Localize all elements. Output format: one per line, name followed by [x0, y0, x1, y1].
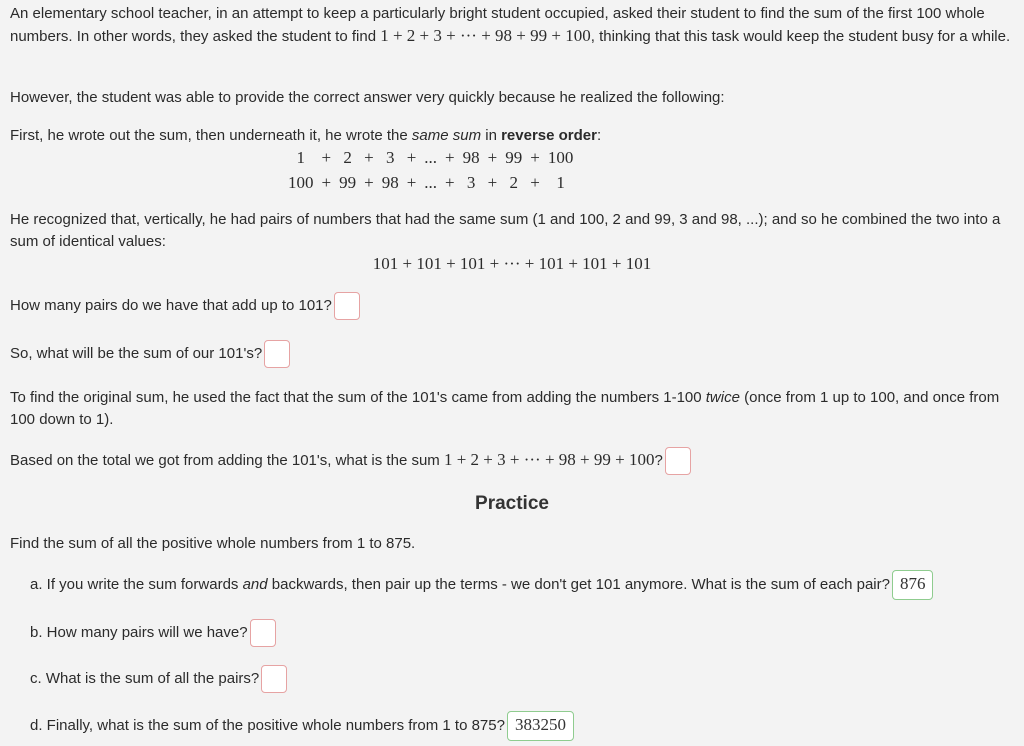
- intro-sum-expression: 1 + 2 + 3 + ··· + 98 + 99 + 100: [380, 26, 591, 45]
- table-cell: 2: [343, 147, 352, 167]
- table-cell: +: [487, 172, 498, 192]
- table-cell: 1: [556, 172, 565, 192]
- reversed-sum-table: [284, 145, 577, 195]
- original-text: To find the original sum, he used the fact that the sum of the 101's came from adding the numbers 1-100: [10, 389, 706, 406]
- twice-emphasis: twice: [705, 389, 740, 406]
- table-cell: ...: [424, 147, 438, 167]
- sum-101-answer-input[interactable]: [264, 340, 290, 368]
- table-cell: +: [364, 147, 374, 167]
- question-pairs: [10, 292, 1016, 320]
- pair-sum-answer-input[interactable]: 876: [892, 570, 934, 600]
- original-sum-expression: 1 + 2 + 3 + ··· + 98 + 99 + 100: [443, 449, 655, 469]
- table-cell: +: [445, 172, 455, 192]
- table-cell: 100: [547, 147, 574, 167]
- table-cell: 2: [509, 172, 518, 192]
- first-text: First, he wrote out the sum, then underneath it, he wrote the: [10, 127, 412, 144]
- table-cell: +: [487, 147, 498, 167]
- intro-text: An elementary school teacher, in an attempt to keep a particularly bright student occupied, asked their student to find the sum of the first 100 whole numbers. In other words, they asked the student to find: [10, 5, 985, 45]
- table-cell: +: [406, 172, 417, 192]
- practice-title: Practice: [475, 493, 549, 514]
- table-cell: +: [530, 147, 540, 167]
- first-paragraph: [10, 125, 1016, 147]
- practice-prompt: Find the sum of all the positive whole numbers from 1 to 875.: [10, 535, 416, 552]
- reverse-sum-row: [284, 170, 577, 195]
- reverse-order-emphasis: reverse order: [501, 127, 597, 144]
- practice-heading: [0, 493, 1024, 515]
- question-pairs-label: How many pairs do we have that add up to 101?: [10, 296, 332, 314]
- table-cell: +: [445, 147, 455, 167]
- question-sum-101-label: So, what will be the sum of our 101's?: [10, 344, 263, 362]
- table-cell: 98: [462, 147, 480, 167]
- original-sum-answer-input[interactable]: [665, 447, 691, 475]
- intro-paragraph: [10, 3, 1016, 48]
- question-mark: ?: [654, 451, 663, 469]
- table-cell: 100: [288, 172, 314, 192]
- table-cell: 99: [339, 172, 357, 192]
- question-c-label: c. What is the sum of all the pairs?: [30, 669, 260, 687]
- table-cell: 1: [296, 147, 305, 167]
- original-text-end: (once from 1 up to 100, and once from 100 down to 1).: [10, 389, 1000, 428]
- question-d-label: d. Finally, what is the sum of the positive whole numbers from 1 to 875?: [30, 716, 505, 734]
- total-sum-answer-input[interactable]: 383250: [507, 711, 574, 741]
- table-cell: +: [321, 147, 332, 167]
- question-a-text-end: backwards, then pair up the terms - we don't get 101 anymore. What is the sum of each pair?: [267, 575, 890, 593]
- forward-sum-row: [284, 145, 577, 170]
- table-cell: ...: [424, 172, 438, 192]
- intro-text-end: , thinking that this task would keep the student busy for a while.: [590, 28, 1011, 45]
- question-sum-101: [10, 340, 1016, 368]
- first-text-end: :: [597, 127, 602, 144]
- table-cell: 3: [466, 172, 476, 192]
- and-emphasis: and: [242, 575, 268, 593]
- table-cell: 99: [505, 147, 523, 167]
- pairs-answer-input[interactable]: [334, 292, 360, 320]
- first-text-mid: in: [481, 127, 502, 144]
- pairs-expression: 101 + 101 + 101 + ··· + 101 + 101 + 101: [372, 254, 652, 273]
- question-c: [30, 665, 1016, 693]
- question-b-label: b. How many pairs will we have?: [30, 623, 248, 641]
- pair-count-answer-input[interactable]: [250, 619, 276, 647]
- recognized-paragraph: He recognized that, vertically, he had pairs of numbers that had the same sum (1 and 100, 2 and 99, 3 and 98, ...); and so he combined the two into a sum of identical values:: [10, 211, 1001, 250]
- question-d: [30, 711, 1016, 741]
- table-cell: +: [406, 147, 417, 167]
- table-cell: 98: [381, 172, 399, 192]
- all-pairs-sum-answer-input[interactable]: [261, 665, 287, 693]
- question-original-sum: [10, 447, 1016, 475]
- same-sum-emphasis: same sum: [411, 127, 482, 144]
- question-a-text: a. If you write the sum forwards: [30, 575, 243, 593]
- question-a: [30, 570, 1016, 600]
- question-original-sum-label: Based on the total we got from adding the 101's, what is the sum: [10, 451, 444, 469]
- question-b: [30, 619, 1016, 647]
- however-paragraph: However, the student was able to provide the correct answer very quickly because he realized the following:: [10, 89, 725, 106]
- table-cell: +: [530, 172, 540, 192]
- table-cell: 3: [385, 147, 395, 167]
- table-cell: +: [321, 172, 332, 192]
- original-paragraph: [10, 387, 1016, 431]
- table-cell: +: [364, 172, 374, 192]
